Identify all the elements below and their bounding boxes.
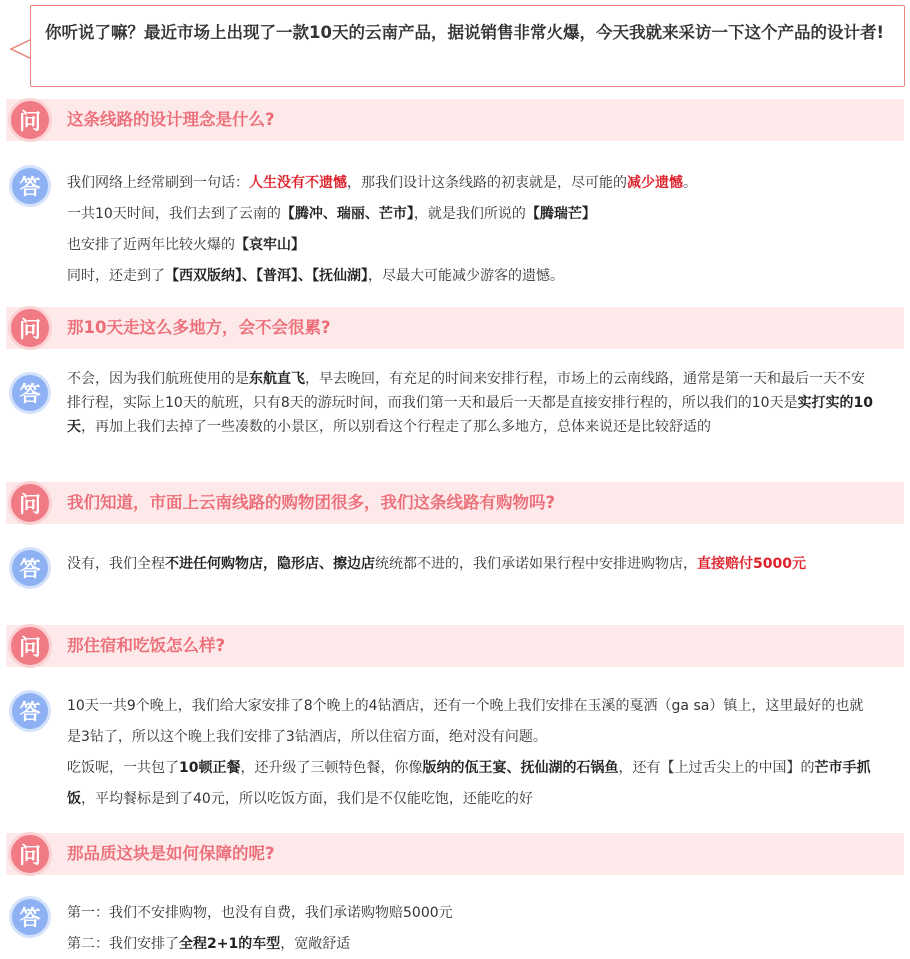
answer-paragraph: 不会，因为我们航班使用的是东航直飞，早去晚回，有充足的时间来安排行程，市场上的云南线路，通常是第一天和最后一天不安排行程，实际上10天的航班，只有8天的游玩时间，而我们第一天和最后一天都是直接安排行程的，所以我们的10天是实打实的10天，再加上我们去掉了一些凑数的小景区，所以别看这个行程走了那么多地方，总体来说还是比较舒适的	[67, 371, 874, 435]
question-text: 那住宿和吃饭怎么样?	[67, 636, 226, 655]
answer-line: 第一：我们不安排购物，也没有自费，我们承诺购物赔5000元	[67, 905, 453, 921]
answer-paragraph: 吃饭呢，一共包了10顿正餐，还升级了三顿特色餐，你像版纳的佤王宴、抚仙湖的石锅鱼，还有【上过舌尖上的中国】的芒市手抓饭，平均餐标是到了40元，所以吃饭方面，我们是不仅能吃饱，还能吃的好	[67, 760, 871, 807]
answer-icon: 答	[9, 165, 51, 207]
question-text: 那品质这块是如何保障的呢?	[67, 844, 275, 863]
question-row-3	[6, 480, 904, 526]
answer-1	[67, 168, 875, 292]
answer-2	[67, 367, 877, 439]
answer-4	[67, 691, 875, 815]
answer-line: 第二：我们安排了全程2+1的车型，宽敞舒适	[67, 936, 351, 952]
answer-icon: 答	[9, 372, 51, 414]
answer-5	[67, 898, 875, 959]
answer-paragraph: 没有，我们全程不进任何购物店，隐形店、擦边店统统都不进的，我们承诺如果行程中安排进购物店，直接赔付5000元	[67, 556, 806, 572]
question-row-2	[6, 305, 904, 351]
question-icon: 问	[8, 306, 52, 350]
answer-icon: 答	[9, 896, 51, 938]
question-text: 那10天走这么多地方，会不会很累?	[67, 318, 331, 337]
question-icon: 问	[8, 832, 52, 876]
answer-paragraph: 10天一共9个晚上，我们给大家安排了8个晚上的4钻酒店，还有一个晚上我们安排在玉溪的戛洒（ga sa）镇上，这里最好的也就是3钻了，所以这个晚上我们安排了3钻酒店，所以住宿方面，绝对没有问题。	[67, 698, 864, 745]
question-icon: 问	[8, 98, 52, 142]
question-text: 我们知道，市面上云南线路的购物团很多，我们这条线路有购物吗?	[67, 493, 556, 512]
answer-line: 也安排了近两年比较火爆的【哀牢山】	[67, 237, 305, 253]
intro-bubble: 你听说了嘛？最近市场上出现了一款10天的云南产品，据说销售非常火爆，今天我就来采访一下这个产品的设计者!	[30, 5, 905, 87]
question-icon: 问	[8, 481, 52, 525]
question-icon: 问	[8, 624, 52, 668]
answer-3	[67, 549, 875, 580]
question-row-4	[6, 623, 904, 669]
answer-icon: 答	[9, 690, 51, 732]
question-row-5	[6, 831, 904, 877]
answer-line: 一共10天时间，我们去到了云南的【腾冲、瑞丽、芒市】，就是我们所说的【腾瑞芒】	[67, 206, 596, 222]
question-text: 这条线路的设计理念是什么?	[67, 110, 275, 129]
answer-line: 我们网络上经常刷到一句话：人生没有不遗憾，那我们设计这条线路的初衷就是，尽可能的减少遗憾。	[67, 175, 697, 191]
answer-line: 同时，还走到了【西双版纳】、【普洱】、【抚仙湖】，尽最大可能减少游客的遗憾。	[67, 268, 564, 284]
answer-icon: 答	[9, 547, 51, 589]
question-row-1	[6, 97, 904, 143]
